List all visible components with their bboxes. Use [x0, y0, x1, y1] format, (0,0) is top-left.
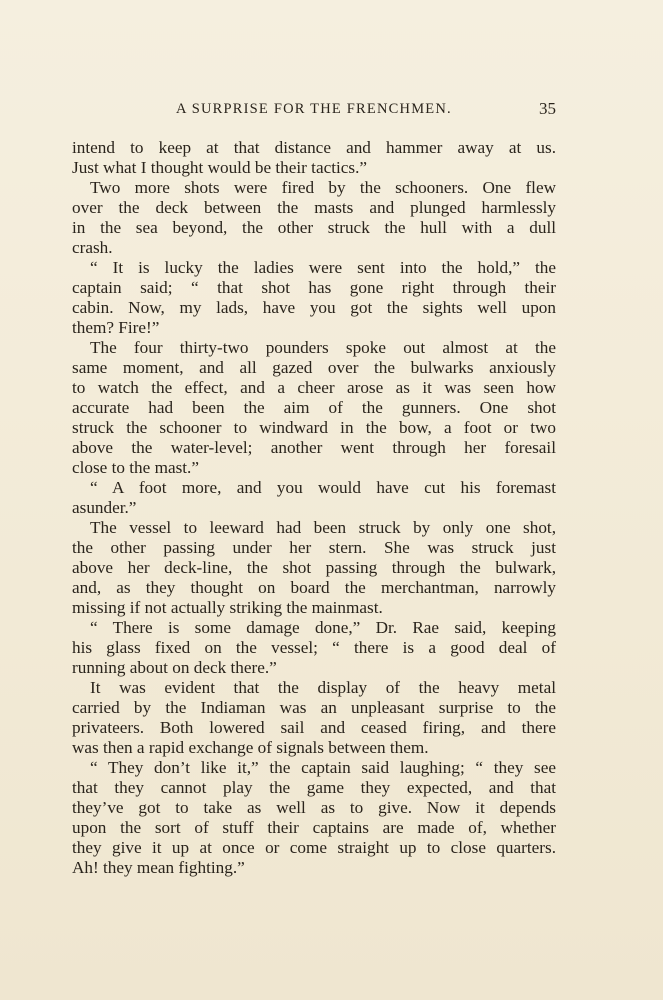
text-line: asunder.” [72, 498, 137, 517]
text-line: the other passing under her stern. She was struck just [72, 538, 556, 557]
text-line: “ A foot more, and you would have cut his foremast [90, 478, 556, 497]
text-line: close to the mast.” [72, 458, 199, 477]
text-line: “ They don’t like it,” the captain said laughing; “ they see [90, 758, 556, 777]
text-line: above the water-level; another went through her foresail [72, 438, 556, 457]
text-line: crash. [72, 238, 113, 257]
text-line: Ah! they mean fighting.” [72, 858, 245, 877]
page-number: 35 [539, 99, 556, 118]
text-line: The four thirty-two pounders spoke out almost at the [90, 338, 556, 357]
text-line: them? Fire!” [72, 318, 160, 337]
text-line: same moment, and all gazed over the bulwarks anxiously [72, 358, 556, 377]
text-line: that they cannot play the game they expected, and that [72, 778, 556, 797]
text-line: Two more shots were fired by the schooners. One flew [90, 178, 556, 197]
text-line: they’ve got to take as well as to give. Now it depends [72, 798, 556, 817]
text-line: carried by the Indiaman was an unpleasant surprise to the [72, 698, 556, 717]
text-line: over the deck between the masts and plunged harmlessly [72, 198, 556, 217]
body-text [72, 138, 556, 888]
text-line: “ It is lucky the ladies were sent into the hold,” the [90, 258, 556, 277]
text-line: and, as they thought on board the merchantman, narrowly [72, 578, 556, 597]
text-line: upon the sort of stuff their captains are made of, whether [72, 818, 556, 837]
running-title: A SURPRISE FOR THE FRENCHMEN. [176, 101, 452, 117]
text-line: privateers. Both lowered sail and ceased firing, and there [72, 718, 556, 737]
text-line: accurate had been the aim of the gunners. One shot [72, 398, 556, 417]
text-line: cabin. Now, my lads, have you got the sights well upon [72, 298, 556, 317]
text-line: struck the schooner to windward in the bow, a foot or two [72, 418, 556, 437]
text-line: missing if not actually striking the mainmast. [72, 598, 383, 617]
text-line: above her deck-line, the shot passing through the bulwark, [72, 558, 556, 577]
text-line: in the sea beyond, the other struck the hull with a dull [72, 218, 556, 237]
text-line: captain said; “ that shot has gone right through their [72, 278, 556, 297]
text-line: to watch the effect, and a cheer arose as it was seen how [72, 378, 556, 397]
text-line: was then a rapid exchange of signals between them. [72, 738, 429, 757]
text-line: running about on deck there.” [72, 658, 277, 677]
text-line: intend to keep at that distance and hammer away at us. [72, 138, 556, 157]
running-head [72, 101, 556, 123]
text-line: “ There is some damage done,” Dr. Rae said, keeping [90, 618, 556, 637]
text-line: It was evident that the display of the heavy metal [90, 678, 556, 697]
text-line: Just what I thought would be their tactics.” [72, 158, 367, 177]
text-line: The vessel to leeward had been struck by only one shot, [90, 518, 556, 537]
text-line: they give it up at once or come straight up to close quarters. [72, 838, 556, 857]
text-line: his glass fixed on the vessel; “ there is a good deal of [72, 638, 556, 657]
